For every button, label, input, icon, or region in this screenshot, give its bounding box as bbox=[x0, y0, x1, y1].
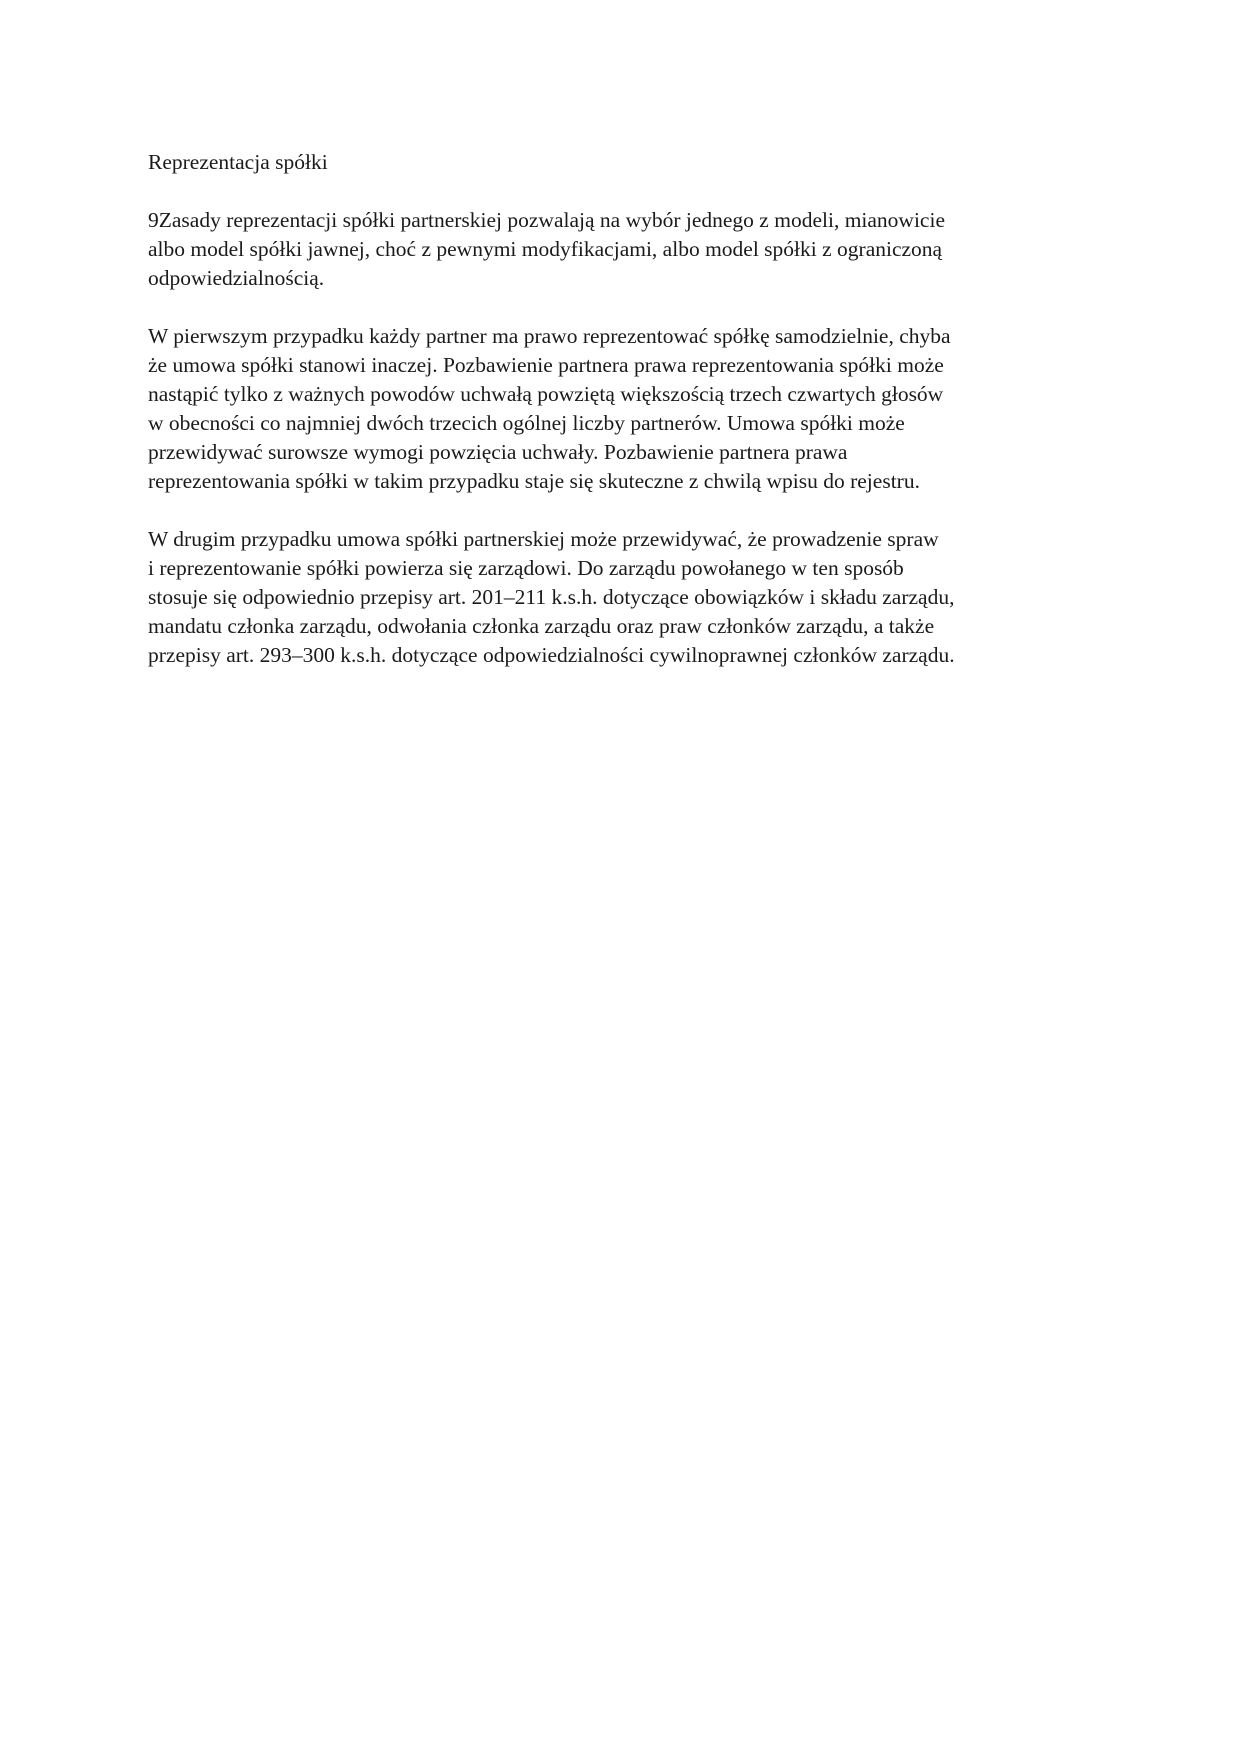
paragraph-line: że umowa spółki stanowi inaczej. Pozbawienie partnera prawa reprezentowania spółki może bbox=[148, 353, 944, 377]
paragraph-line: 9Zasady reprezentacji spółki partnerskiej pozwalają na wybór jednego z modeli, mianowicie bbox=[148, 208, 945, 232]
paragraph-line: nastąpić tylko z ważnych powodów uchwałą powziętą większością trzech czwartych głosów bbox=[148, 382, 944, 406]
paragraph-line: W pierwszym przypadku każdy partner ma prawo reprezentować spółkę samodzielnie, chyba bbox=[148, 324, 951, 348]
paragraph-line: mandatu członka zarządu, odwołania członka zarządu oraz praw członków zarządu, a także bbox=[148, 614, 935, 638]
paragraph-1 bbox=[148, 206, 1098, 293]
paragraph-line: w obecności co najmniej dwóch trzecich ogólnej liczby partnerów. Umowa spółki może bbox=[148, 411, 905, 435]
paragraph-line: przewidywać surowsze wymogi powzięcia uchwały. Pozbawienie partnera prawa bbox=[148, 440, 848, 464]
paragraph-line: odpowiedzialnością. bbox=[148, 266, 325, 290]
document-title: Reprezentacja spółki bbox=[148, 150, 328, 174]
document-body bbox=[148, 148, 1098, 699]
paragraph-3 bbox=[148, 525, 1098, 670]
paragraph-line: stosuje się odpowiednio przepisy art. 201–211 k.s.h. dotyczące obowiązków i składu zarządu, bbox=[148, 585, 955, 609]
paragraph-line: reprezentowania spółki w takim przypadku staje się skuteczne z chwilą wpisu do rejestru. bbox=[148, 469, 920, 493]
paragraph-line: W drugim przypadku umowa spółki partnerskiej może przewidywać, że prowadzenie spraw bbox=[148, 527, 939, 551]
paragraph-line: i reprezentowanie spółki powierza się zarządowi. Do zarządu powołanego w ten sposób bbox=[148, 556, 904, 580]
paragraph-2 bbox=[148, 322, 1098, 496]
paragraph-line: przepisy art. 293–300 k.s.h. dotyczące odpowiedzialności cywilnoprawnej członków zarządu. bbox=[148, 643, 955, 667]
paragraph-line: albo model spółki jawnej, choć z pewnymi modyfikacjami, albo model spółki z ograniczoną bbox=[148, 237, 943, 261]
